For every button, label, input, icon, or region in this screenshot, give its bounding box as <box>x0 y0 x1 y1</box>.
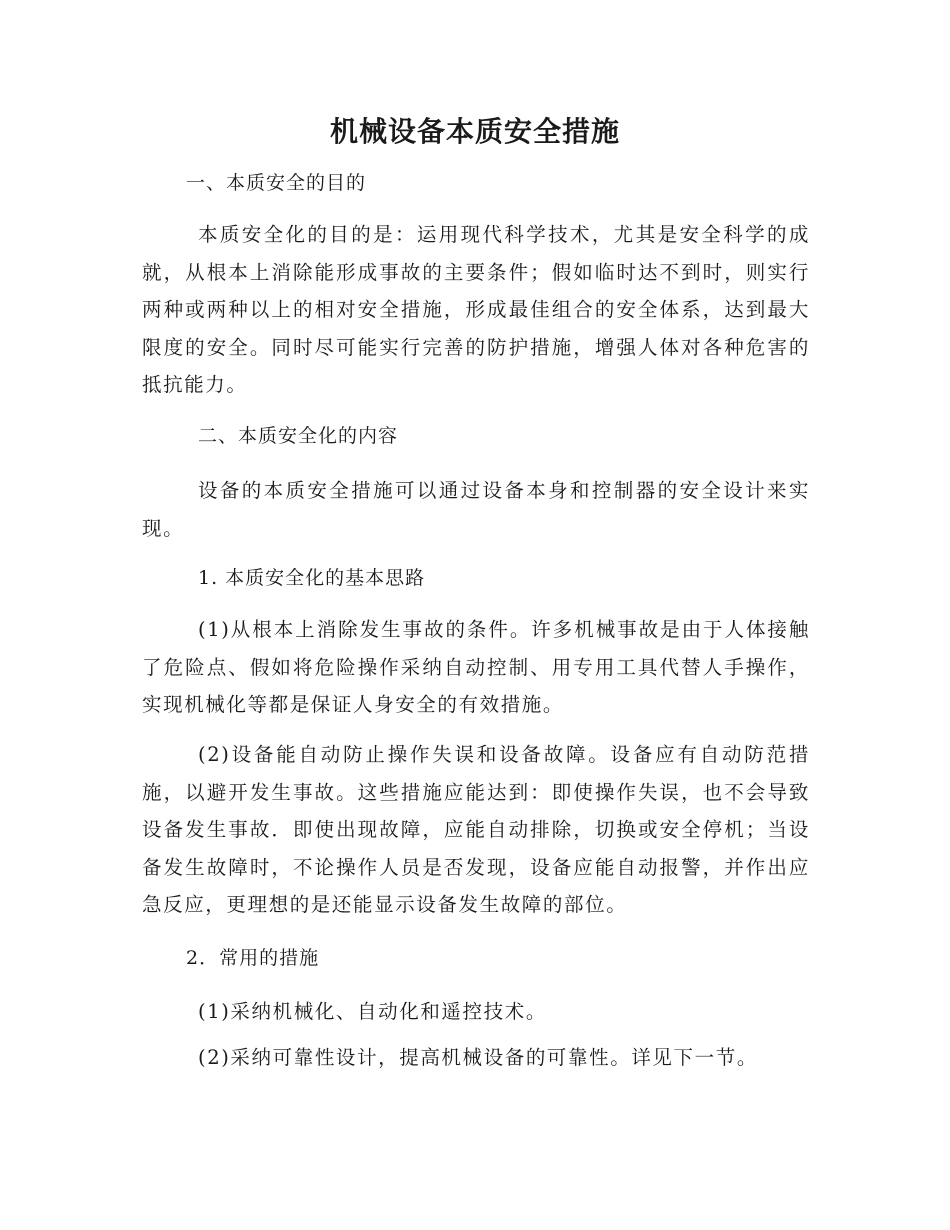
paragraph-eliminate-conditions: (1)从根本上消除发生事故的条件。许多机械事故是由于人体接触了危险点、假如将危险操作采纳自动控制、用专用工具代替人手操作，实现机械化等都是保证人身安全的有效措施。 <box>142 618 810 716</box>
section-heading-purpose: 一、本质安全的目的 <box>186 172 367 194</box>
paragraph-auto-prevention: (2)设备能自动防止操作失误和设备故障。设备应有自动防范措施，以避开发生事故。这些措施应能达到：即使操作失误，也不会导致设备发生事故．即使出现故障，应能自动排除，切换或安全停机；当设备发生故障时，不论操作人员是否发现，设备应能自动报警，并作出应急反应，更理想的是还能显示设备发生故障的部位。 <box>142 743 810 916</box>
paragraph-mechanization: (1)采纳机械化、自动化和遥控技术。 <box>198 1000 547 1023</box>
paragraph-content: 设备的本质安全措施可以通过设备本身和控制器的安全设计来实现。 <box>142 479 810 540</box>
section-heading-content: 二、本质安全化的内容 <box>198 425 399 447</box>
page-title: 机械设备本质安全措施 <box>329 115 620 148</box>
paragraph-purpose: 本质安全化的目的是：运用现代科学技术，尤其是安全科学的成就，从根本上消除能形成事故的主要条件；假如临时达不到时，则实行两种或两种以上的相对安全措施，形成最佳组合的安全体系，达到最大限度的安全。同时尽可能实行完善的防护措施，增强人体对各种危害的抵抗能力。 <box>142 223 810 396</box>
paragraph-reliability: (2)采纳可靠性设计，提高机械设备的可靠性。详见下一节。 <box>198 1046 758 1069</box>
subsection-heading-basic-idea: 1. 本质安全化的基本思路 <box>198 567 426 589</box>
subsection-heading-common-measures: 2．常用的措施 <box>186 947 320 969</box>
